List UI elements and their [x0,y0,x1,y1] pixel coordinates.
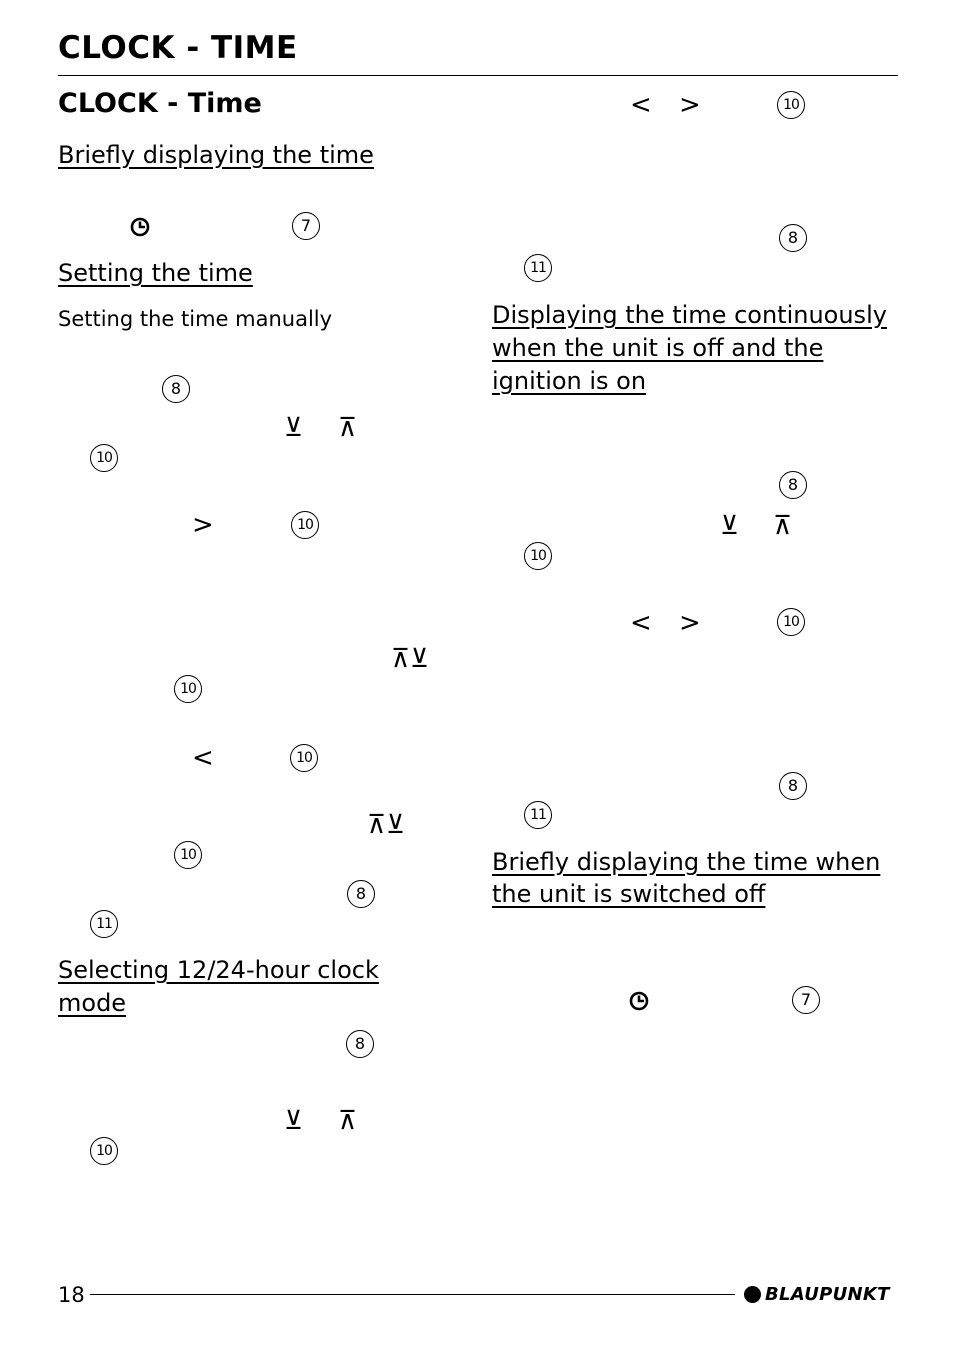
ref-callout-8: 8 [779,772,807,800]
ref-callout-10: 10 [174,675,202,703]
ref-callout-10: 10 [290,744,318,772]
ref-callout-7: 7 [792,986,820,1014]
ref-callout-11: 11 [524,254,552,282]
heading-briefly-displaying: Briefly displaying the time [58,141,374,169]
up-symbol: ⊼ [338,1106,358,1136]
up-down-symbol: ⊼⊻ [367,810,406,840]
page-number: 18 [58,1283,85,1307]
left-arrow-symbol: < [192,743,214,773]
ref-callout-10: 10 [777,91,805,119]
ref-callout-8: 8 [346,1030,374,1058]
right-arrow-symbol: > [192,510,214,540]
ref-callout-10: 10 [291,511,319,539]
header-divider [58,75,898,76]
heading-unit-off-line2: the unit is switched off [492,880,766,908]
ref-callout-10: 10 [174,841,202,869]
ref-callout-11: 11 [524,801,552,829]
down-symbol: ⊻ [284,1106,304,1136]
right-arrow-symbol: > [679,90,701,120]
heading-continuous-line1: Displaying the time continuously [492,301,887,329]
up-symbol: ⊼ [338,413,358,443]
clock-icon [629,991,649,1011]
down-symbol: ⊻ [720,511,740,541]
ref-callout-10: 10 [524,542,552,570]
section-title: CLOCK - Time [58,88,262,119]
ref-callout-8: 8 [779,471,807,499]
ref-callout-7: 7 [292,212,320,240]
down-symbol: ⊻ [284,413,304,443]
ref-callout-10: 10 [90,1137,118,1165]
right-arrow-symbol: > [679,608,701,638]
ref-callout-11: 11 [90,910,118,938]
up-symbol: ⊼ [773,511,793,541]
subheading-setting-manually: Setting the time manually [58,307,333,331]
left-arrow-symbol: < [630,90,652,120]
blaupunkt-dot-icon [744,1286,761,1303]
heading-continuous-line3: ignition is on [492,367,647,395]
page-title: CLOCK - TIME [58,30,298,66]
clock-icon [130,217,150,237]
heading-setting-time: Setting the time [58,259,253,287]
ref-callout-8: 8 [162,375,190,403]
left-arrow-symbol: < [630,608,652,638]
ref-callout-10: 10 [90,444,118,472]
heading-hour-mode-line1: Selecting 12/24-hour clock [58,956,379,984]
footer-divider [90,1294,735,1295]
ref-callout-8: 8 [779,224,807,252]
ref-callout-10: 10 [777,608,805,636]
heading-hour-mode-line2: mode [58,989,127,1017]
brand-name: BLAUPUNKT [765,1283,890,1305]
heading-unit-off-line1: Briefly displaying the time when [492,848,881,876]
heading-continuous-line2: when the unit is off and the [492,334,824,362]
up-down-symbol: ⊼⊻ [391,644,430,674]
brand-logo [744,1283,890,1305]
ref-callout-8: 8 [347,880,375,908]
